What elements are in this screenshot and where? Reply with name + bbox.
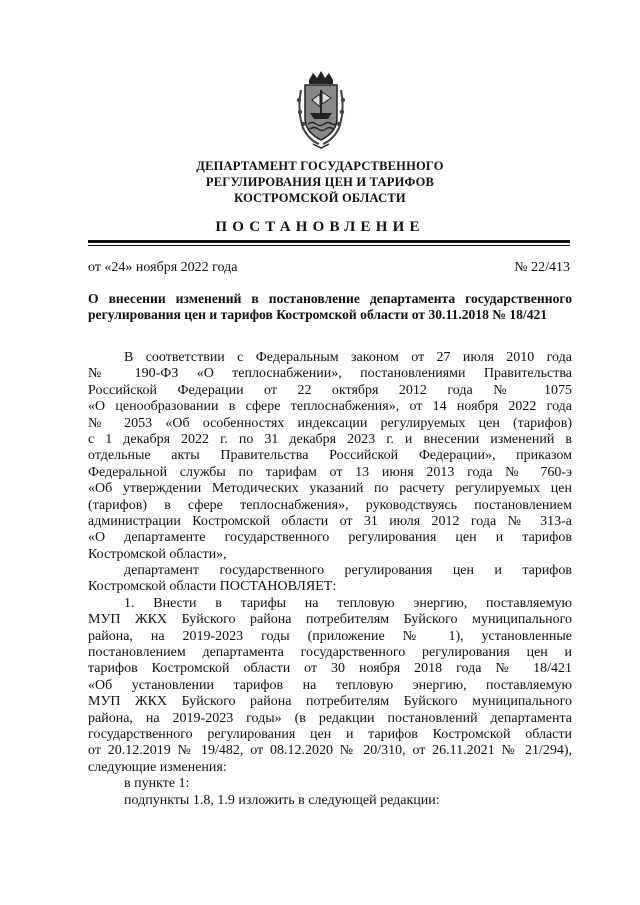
document-type-heading: ПОСТАНОВЛЕНИЕ (215, 219, 425, 235)
body-line: района, на 2019-2023 годы (приложение № 1), установленные (88, 628, 572, 644)
body-line: МУП ЖКХ Буйского района потребителям Буйского муниципального (88, 694, 572, 710)
body-line: «О ценообразовании в сфере теплоснабжения», от 14 ноября 2022 года (88, 399, 572, 415)
body-line: В соответствии с Федеральным законом от 27 июля 2010 года (124, 350, 572, 365)
body-line: района, на 2019-2023 годы» (в редакции постановлений департамента (88, 710, 572, 726)
body-line: «Об утверждении Методических указаний по расчету регулируемых цен (88, 481, 572, 497)
body-line: отдельные акты Правительства Российской Федерации», приказом (88, 448, 572, 464)
body-line: Российской Федерации от 22 октября 2012 года № 1075 (88, 382, 572, 398)
body-line: следующие изменения: (88, 759, 227, 775)
body-line: постановлением департамента государственного регулирования цен и (88, 645, 572, 661)
body-line: (тарифов) в сфере теплоснабжения», руководствуясь постановлением (88, 497, 572, 513)
body-line: Костромской области», (88, 546, 227, 562)
body-line: в пункте 1: (124, 776, 190, 792)
body-line: с 1 декабря 2022 г. по 31 декабря 2023 г. и внесении изменений в (88, 431, 572, 447)
body-line: Костромской области ПОСТАНОВЛЯЕТ: (88, 579, 337, 595)
body-line: от 20.12.2019 № 19/482, от 08.12.2020 № 20/310, от 26.11.2021 № 21/294), (88, 743, 572, 759)
body-line: «О департаменте государственного регулирования цен и тарифов (88, 530, 572, 546)
department-name-line-2: РЕГУЛИРОВАНИЯ ЦЕН И ТАРИФОВ (205, 175, 435, 189)
body-line: «Об установлении тарифов на тепловую энергию, поставляемую (88, 677, 572, 693)
body-line: Федеральной службы по тарифам от 13 июня 2013 года № 760-э (88, 464, 572, 480)
department-name-line-1: ДЕПАРТАМЕНТ ГОСУДАРСТВЕННОГО (196, 159, 444, 173)
title-line: регулирования цен и тарифов Костромской области от 30.11.2018 № 18/421 (88, 307, 548, 323)
body-line: администрации Костромской области от 31 июля 2012 года № 313-а (88, 513, 572, 529)
body-line: государственного регулирования цен и тарифов Костромской области (88, 726, 572, 742)
body-line: 1. Внести в тарифы на тепловую энергию, поставляемую (124, 595, 572, 611)
title-line: О внесении изменений в постановление департамента государственного (88, 291, 572, 306)
document-title (88, 290, 572, 323)
body-line: МУП ЖКХ Буйского района потребителям Буйского муниципального (88, 612, 572, 628)
document-body (88, 350, 572, 809)
body-line: № 190-ФЗ «О теплоснабжении», постановлениями Правительства (88, 366, 572, 382)
header-rule-thick (88, 240, 570, 243)
document-number: № 22/413 (514, 260, 570, 275)
header-rule-thin (88, 245, 570, 246)
coat-of-arms-emblem (291, 70, 351, 150)
document-date: от «24» ноября 2022 года (88, 260, 238, 275)
department-name-line-3: КОСТРОМСКОЙ ОБЛАСТИ (234, 191, 406, 205)
body-line: тарифов Костромской области от 30 ноября 2018 года № 18/421 (88, 661, 572, 677)
body-line: подпункты 1.8, 1.9 изложить в следующей редакции: (124, 792, 440, 808)
body-line: № 2053 «Об особенностях индексации регулируемых цен (тарифов) (88, 415, 572, 431)
body-line: департамент государственного регулирования цен и тарифов (124, 563, 572, 579)
